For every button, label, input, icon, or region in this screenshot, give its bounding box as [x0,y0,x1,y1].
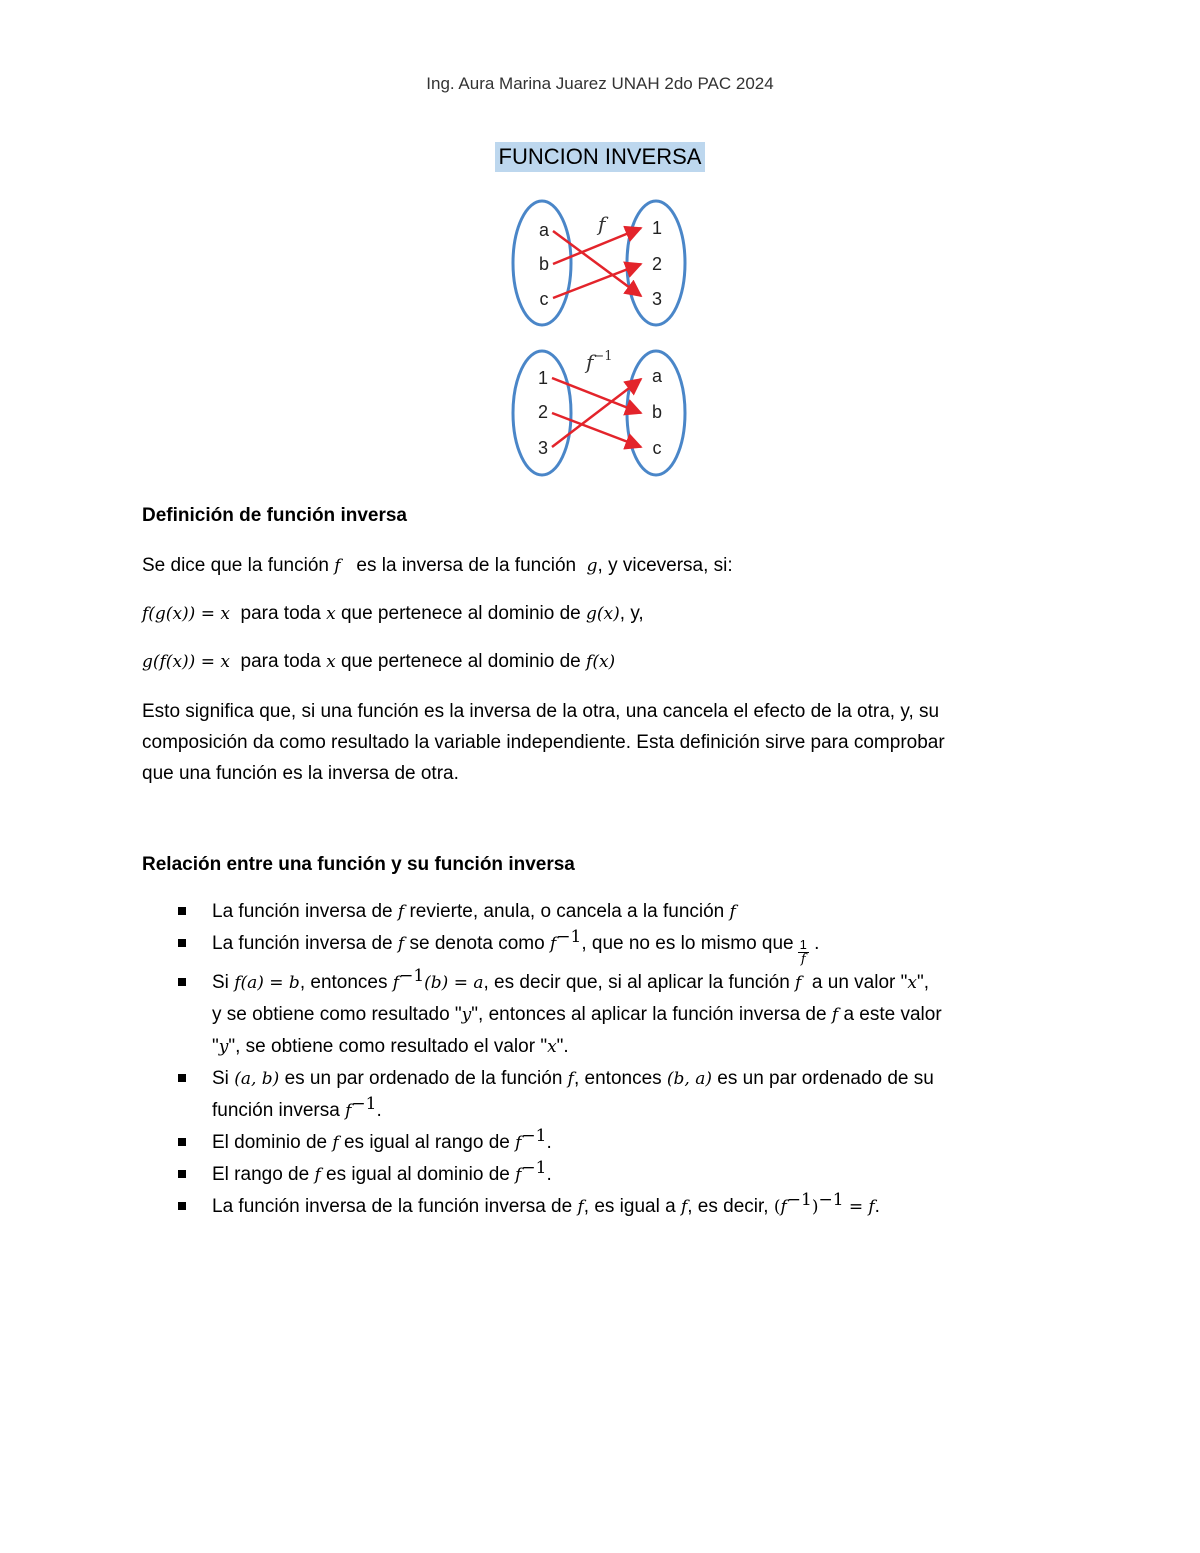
diagram-label: $f^{-1}$ [586,349,613,374]
section-heading-definition: Definición de función inversa [142,505,407,526]
definition-paragraph: Esto significa que, si una función es la inversa de la otra, una cancela el efecto de la otra, y, su composición da como resultado la variable independiente. Esta definición sirve para comprobar que una función es la inversa de otra. [142,701,945,784]
codomain-2: 2 [651,254,663,274]
domain-a: a [538,220,550,240]
bullet-square-icon [178,978,186,986]
list-item: La función inversa de la función inversa de f, es igual a f, es decir, $(f^{-1})^{-1} = f$. [142,1191,1062,1223]
domain-b: b [538,254,550,274]
list-item: Si (a, b) es un par ordenado de la función f, entonces (b, a) es un par ordenado de su función inversa $f^{-1}$. [142,1063,1062,1127]
equation-2: g(f(x)) = x para toda x que pertenece al dominio de f(x) [142,651,616,672]
list-item: Si f(a) = b, entonces $f^{-1}(b) = a$, es decir que, si al aplicar la función f a un valor "x", y se obtiene como resultado "y", entonces al aplicar la función inversa de f a este valor "y", se obtiene como resultado el valor "x". [142,967,1062,1063]
bullet-square-icon [178,939,186,947]
codomain-3: 3 [651,289,663,309]
domain-3: 3 [537,438,549,458]
domain-c: c [539,289,549,309]
list-item: El rango de f es igual al dominio de $f^{-1}$. [142,1159,1062,1191]
mapping-diagram-f [500,198,700,338]
bullet-square-icon [178,1138,186,1146]
bullet-square-icon [178,1074,186,1082]
codomain-1: 1 [651,218,663,238]
title-wrap [0,142,1200,172]
section-heading-relation: Relación entre una función y su función inversa [142,854,575,875]
relation-list [142,896,1062,1223]
page-title: FUNCION INVERSA [495,142,706,172]
page-header: Ing. Aura Marina Juarez UNAH 2do PAC 2024 [426,74,774,93]
equation-1: f(g(x)) = x para toda x que pertenece al dominio de g(x), y, [142,603,644,624]
mapping-diagram-f-inverse [500,343,700,483]
bullet-square-icon [178,1170,186,1178]
domain-2: 2 [537,402,549,422]
codomain-c: c [652,438,662,458]
bullet-square-icon [178,907,186,915]
diagram-label: f [598,212,606,236]
codomain-a: a [651,366,663,386]
definition-intro: Se dice que la función f es la inversa de la función g, y viceversa, si: [142,555,733,576]
list-item: La función inversa de f se denota como $f^{-1}$, que no es lo mismo que $\frac{1}{f}$ . [142,928,1062,967]
list-item: El dominio de f es igual al rango de $f^{-1}$. [142,1127,1062,1159]
codomain-b: b [651,402,663,422]
bullet-square-icon [178,1202,186,1210]
fraction-one-over-f: $\frac{1}{f}$ [799,937,807,967]
list-item: La función inversa de f revierte, anula, o cancela a la función f [142,896,1062,928]
domain-1: 1 [537,368,549,388]
